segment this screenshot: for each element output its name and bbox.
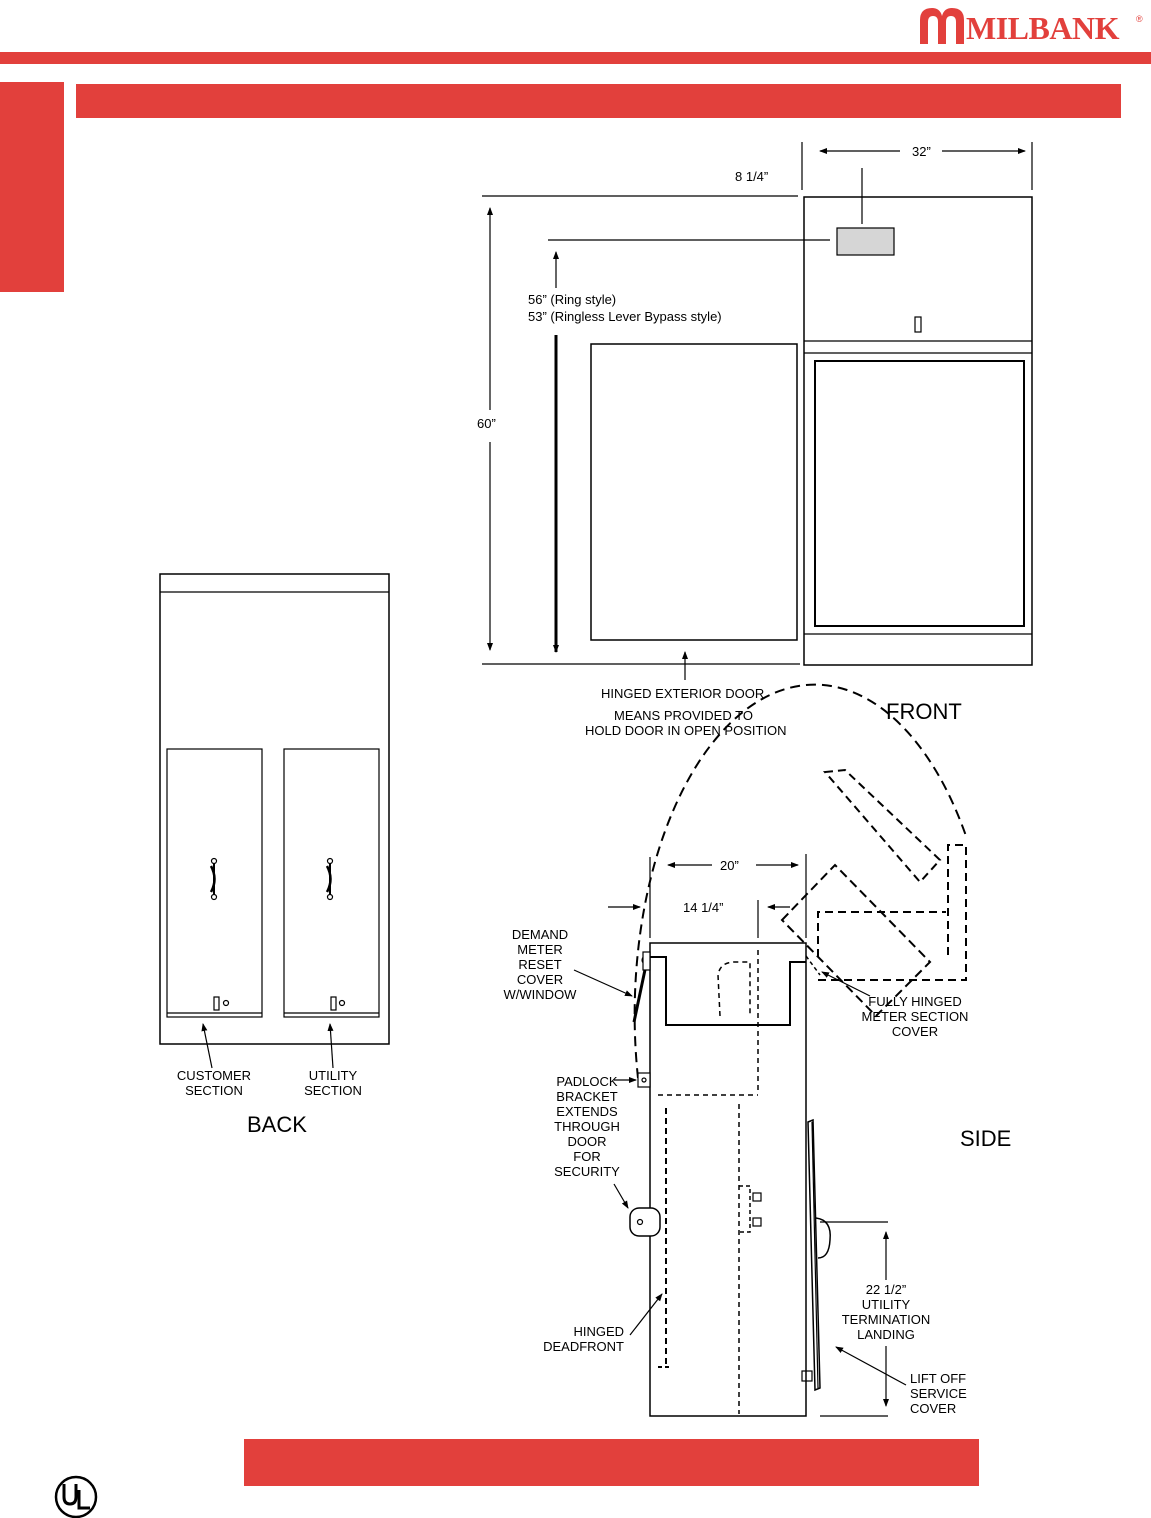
back-enclosure xyxy=(160,574,389,1044)
padlock-line-3: EXTENDS xyxy=(556,1104,618,1119)
front-height-dim: 60” xyxy=(477,416,496,431)
front-side-panel xyxy=(591,344,797,640)
ul-listed-icon xyxy=(56,1477,96,1517)
service-cover-line-1: LIFT OFF xyxy=(910,1371,967,1386)
door-label-line-1: HINGED EXTERIOR DOOR xyxy=(601,686,765,701)
padlock-line-2: BRACKET xyxy=(556,1089,618,1104)
termination-line-4: LANDING xyxy=(857,1327,915,1342)
side-view-title: SIDE xyxy=(960,1126,1012,1151)
back-view xyxy=(160,574,389,1068)
padlock-label xyxy=(554,1074,620,1179)
termination-label xyxy=(842,1282,931,1342)
front-width-dim: 32” xyxy=(912,144,931,159)
termination-line-1: 22 1/2” xyxy=(865,1282,907,1297)
padlock-bracket-icon xyxy=(638,1073,650,1087)
demand-line-2: METER xyxy=(517,942,563,957)
door-label-line-2: MEANS PROVIDED TO xyxy=(614,708,753,723)
back-view-title: BACK xyxy=(247,1112,307,1137)
demand-line-4: COVER xyxy=(516,972,564,987)
door-label-line-3: HOLD DOOR IN OPEN POSITION xyxy=(585,723,787,738)
utility-section-door xyxy=(284,749,379,1017)
side-inner-dim: 14 1/4” xyxy=(683,900,724,915)
demand-line-3: RESET xyxy=(518,957,562,972)
padlock-icon xyxy=(630,1208,660,1236)
deadfront-line-2: DEADFRONT xyxy=(543,1339,624,1354)
service-cover-line-2: SERVICE xyxy=(910,1386,967,1401)
front-view-title: FRONT xyxy=(886,699,962,724)
termination-line-2: UTILITY xyxy=(861,1297,911,1312)
padlock-line-7: SECURITY xyxy=(554,1164,620,1179)
customer-label-1: CUSTOMER xyxy=(176,1068,252,1083)
meter-height-ring: 56” (Ring style) xyxy=(528,292,617,307)
front-offset-dim: 8 1/4” xyxy=(735,169,769,184)
meter-cover-line-2: METER SECTION xyxy=(861,1009,969,1024)
service-cover-handle-icon xyxy=(816,1218,830,1258)
meter-cover-line-1: FULLY HINGED xyxy=(868,994,962,1009)
side-body xyxy=(650,943,806,1416)
utility-handle-icon xyxy=(327,859,333,900)
meter-height-ringless: 53” (Ringless Lever Bypass style) xyxy=(528,309,722,324)
side-depth-dim: 20” xyxy=(720,858,739,873)
utility-lock-icon xyxy=(331,997,336,1010)
front-door-panel xyxy=(815,361,1024,626)
padlock-line-1: PADLOCK xyxy=(556,1074,618,1089)
front-latch-icon xyxy=(915,317,921,332)
meter-cover-line-3: COVER xyxy=(891,1024,939,1039)
brand-registered-mark: ® xyxy=(1136,14,1143,24)
deadfront-label xyxy=(543,1324,624,1354)
padlock-line-4: THROUGH xyxy=(554,1119,620,1134)
brand-name: MILBANK xyxy=(966,10,1119,46)
demand-line-5: W/WINDOW xyxy=(503,987,577,1002)
customer-handle-icon xyxy=(211,859,217,900)
front-view xyxy=(482,142,1032,680)
service-cover-line-3: COVER xyxy=(910,1401,957,1416)
meter-window xyxy=(837,228,894,255)
termination-line-3: TERMINATION xyxy=(841,1312,931,1327)
deadfront-line-1: HINGED xyxy=(573,1324,624,1339)
customer-label-2: SECTION xyxy=(185,1083,243,1098)
padlock-line-6: FOR xyxy=(573,1149,601,1164)
front-enclosure xyxy=(804,197,1032,665)
demand-meter-label xyxy=(504,927,578,1002)
service-cover-label xyxy=(910,1371,967,1416)
customer-lock-icon xyxy=(214,997,219,1010)
utility-label-1: UTILITY xyxy=(308,1068,358,1083)
utility-label-2: SECTION xyxy=(304,1083,362,1098)
padlock-line-5: DOOR xyxy=(567,1134,607,1149)
demand-line-1: DEMAND xyxy=(511,927,569,942)
meter-cover-label xyxy=(862,994,969,1039)
